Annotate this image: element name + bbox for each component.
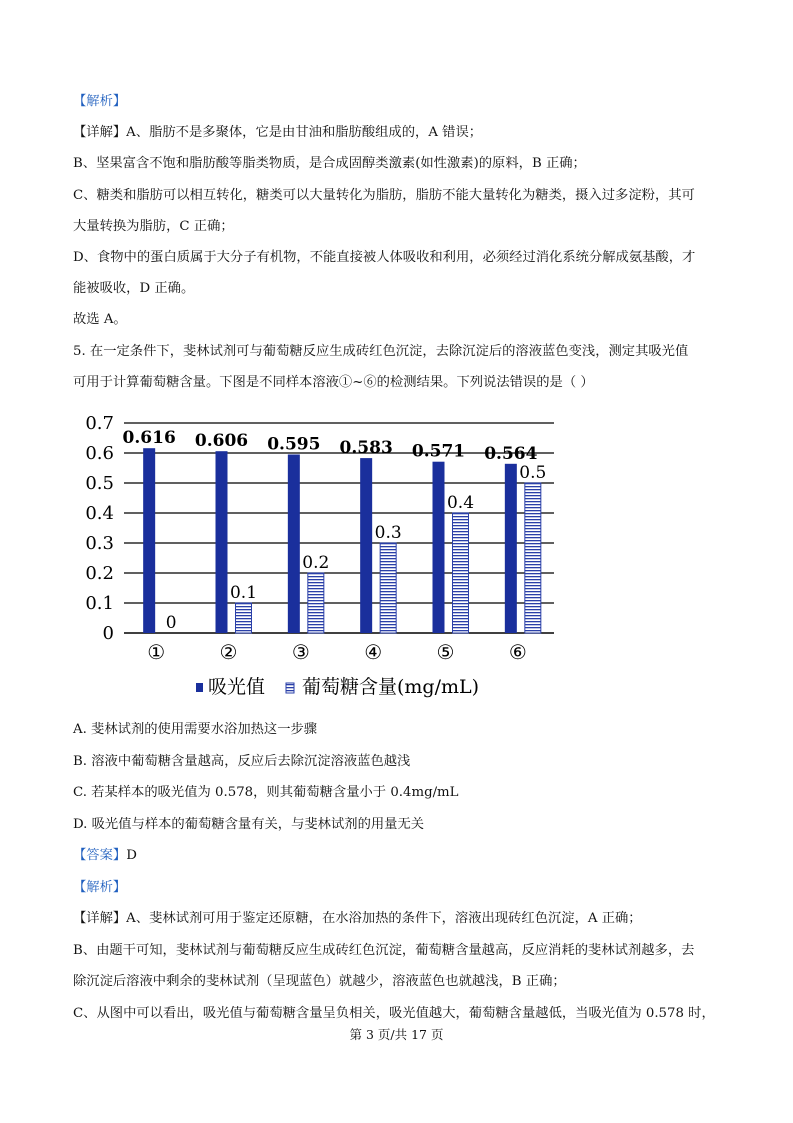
text-line [73,816,424,834]
line-text: D. 吸光值与样本的葡萄糖含量有关，与斐林试剂的用量无关 [73,816,425,832]
y-tick-label: 0.1 [85,593,114,614]
x-category-label: ⑤ [436,640,455,664]
text-line [73,879,126,897]
line-text: 故选 A。 [73,312,127,328]
line-text: 可用于计算葡萄糖含量。下图是不同样本溶液①~⑥的检测结果。下列说法错误的是（ ） [73,374,594,390]
chart-legend [196,676,479,698]
y-tick-label: 0.3 [85,533,114,554]
data-label-absorbance: 0.595 [267,434,321,455]
x-category-label: ① [147,640,166,664]
text-line [73,93,126,111]
section-tag: 【解析】 [73,879,127,895]
bar-absorbance [216,451,228,633]
text-line [73,218,234,236]
x-category-label: ② [219,640,238,664]
text-line [73,343,688,361]
text-line [73,187,695,205]
line-text: D [126,848,137,863]
legend-label-absorbance: 吸光值 [208,676,266,698]
y-tick-label: 0 [102,623,114,644]
text-line [73,942,694,960]
text-line [73,374,594,392]
bar-absorbance [433,462,445,633]
line-text: C、糖类和脂肪可以相互转化，糖类可以大量转化为脂肪，脂肪不能大量转化为糖类，摄入过多淀粉，其可 [73,187,695,203]
y-tick-label: 0.4 [85,503,114,524]
data-label-absorbance: 0.564 [484,443,538,464]
data-label-absorbance: 0.583 [339,438,393,459]
x-category-label: ③ [291,640,310,664]
bar-absorbance [288,455,300,634]
text-line [73,311,127,329]
text-line [73,721,317,739]
text-line [73,280,194,298]
text-line [73,753,410,771]
line-text: B. 溶液中葡萄糖含量越高，反应后去除沉淀溶液蓝色越浅 [73,753,411,769]
text-line [73,155,586,173]
section-tag: 【答案】 [73,848,127,863]
bar-absorbance [360,458,372,633]
line-text: 【详解】A、脂肪不是多聚体，它是由甘油和脂肪酸组成的，A 错误； [73,125,483,141]
x-category-label: ④ [364,640,383,664]
line-text: 【详解】A、斐林试剂可用于鉴定还原糖，在水浴加热的条件下，溶液出现砖红色沉淀，A 正确； [73,911,642,926]
line-text: B、坚果富含不饱和脂肪酸等脂类物质，是合成固醇类激素(如性激素)的原料，B 正确； [73,156,586,172]
bar-glucose [236,603,252,633]
y-tick-label: 0.6 [85,443,114,464]
data-label-glucose: 0.4 [446,493,475,513]
text-line [73,910,642,928]
data-label-glucose: 0.1 [229,583,258,603]
section-tag: 【解析】 [73,94,127,109]
data-label-glucose: 0.3 [374,523,402,543]
page-footer: 第 3 页/共 17 页 [349,1027,444,1042]
data-label-absorbance: 0.606 [194,431,249,452]
line-text: A. 斐林试剂的使用需要水浴加热这一步骤 [73,722,318,737]
absorbance-glucose-chart [84,411,554,711]
bar-glucose [525,483,541,633]
line-text: C. 若某样本的吸光值为 0.578，则其葡萄糖含量小于 0.4mg/mL [73,785,459,800]
data-label-glucose: 0 [165,613,177,633]
y-tick-label: 0.5 [85,473,114,494]
text-line [73,784,459,802]
y-tick-label: 0.2 [85,563,114,584]
text-line [73,973,566,991]
text-line [73,124,482,142]
data-label-absorbance: 0.571 [411,441,466,462]
y-tick-label: 0.7 [85,413,114,434]
line-text: 能被吸收，D 正确。 [73,281,195,297]
text-line [73,1005,715,1023]
line-text: 除沉淀后溶液中剩余的斐林试剂（呈现蓝色）就越少，溶液蓝色也就越浅，B 正确； [73,974,566,989]
line-text: D、食物中的蛋白质属于大分子有机物，不能直接被人体吸收和利用，必须经过消化系统分解成氨基酸，才 [73,250,696,265]
bar-glucose [453,513,469,633]
data-label-glucose: 0.5 [519,463,547,483]
legend-swatch-glucose [286,683,294,693]
bar-absorbance [505,464,517,633]
text-line [73,847,137,865]
x-category-label: ⑥ [508,640,527,664]
bar-absorbance [143,448,155,633]
line-text: 大量转换为脂肪，C 正确； [73,218,234,234]
data-label-absorbance: 0.616 [122,428,176,449]
data-label-glucose: 0.2 [302,553,330,573]
bar-glucose [308,573,324,633]
line-text: C、从图中可以看出，吸光值与葡萄糖含量呈负相关，吸光值越大，葡萄糖含量越低，当吸光值为 0.578 时， [73,1005,715,1021]
legend-swatch-absorbance [196,683,203,692]
legend-label-glucose: 葡萄糖含量(mg/mL) [302,676,480,698]
bar-glucose [380,543,396,633]
line-text: B、由题干可知，斐林试剂与葡萄糖反应生成砖红色沉淀，葡萄糖含量越高，反应消耗的斐林试剂越多，去 [73,942,695,958]
text-line [73,249,695,267]
line-text: 5. 在一定条件下，斐林试剂可与葡萄糖反应生成砖红色沉淀，去除沉淀后的溶液蓝色变浅，测定其吸光值 [73,343,689,359]
